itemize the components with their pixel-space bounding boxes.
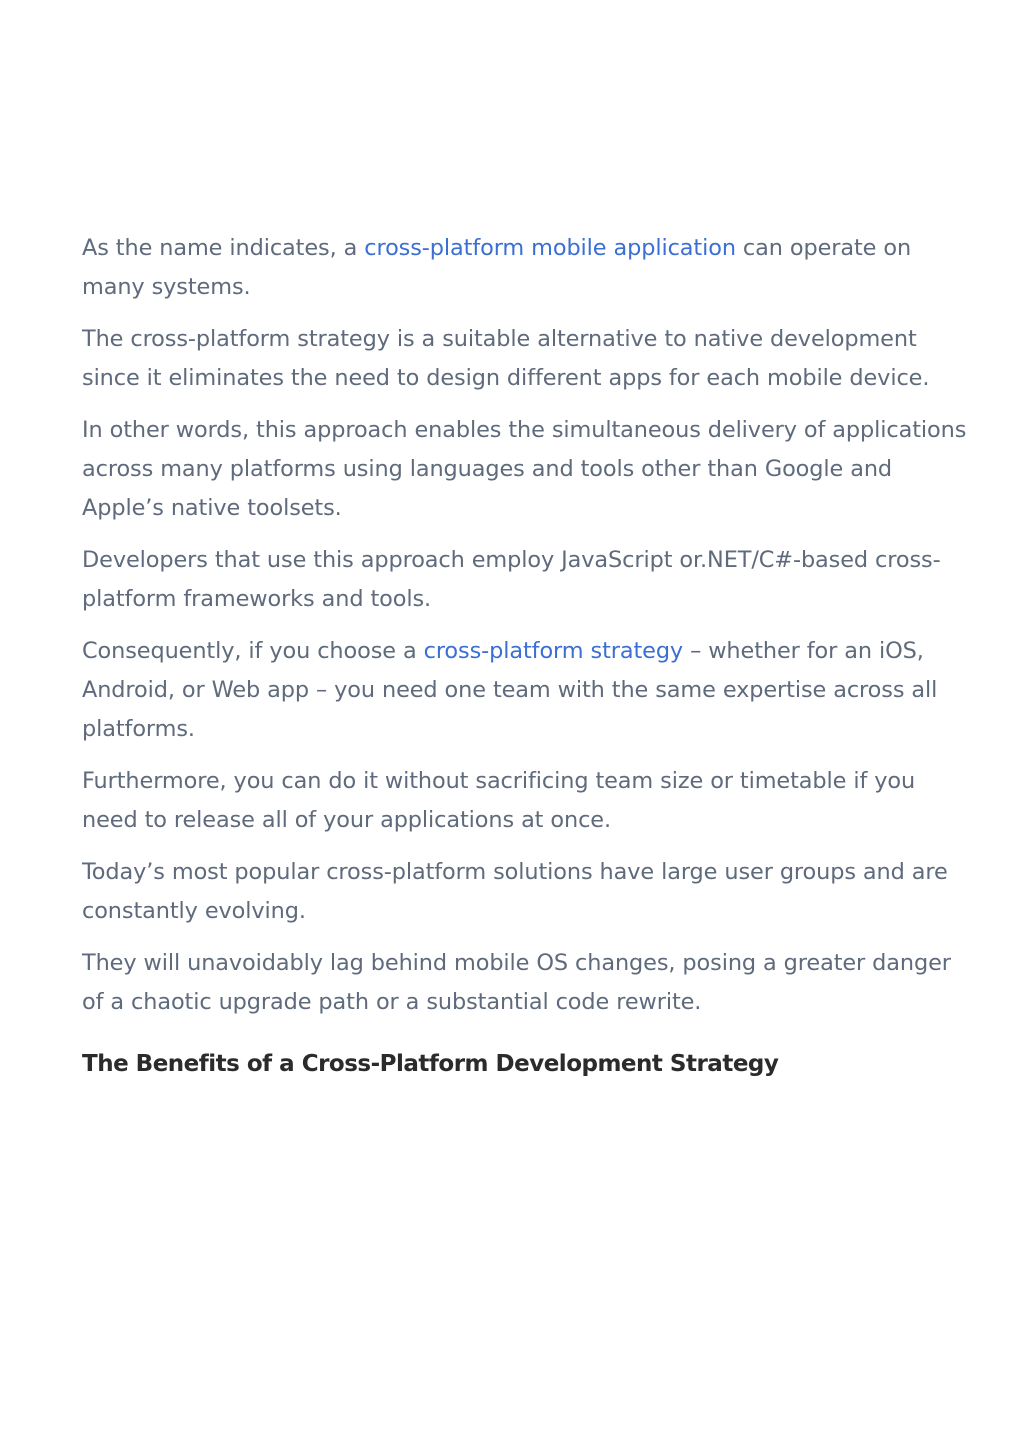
- cross-platform-mobile-application-link[interactable]: cross-platform mobile application: [364, 235, 736, 261]
- paragraph-intro-text-after: can operate on many systems.: [82, 235, 912, 300]
- paragraph-release: Furthermore, you can do it without sacrificing team size or timetable if you need to release all of your applications at once.: [82, 768, 916, 833]
- paragraph-intro-text-before: As the name indicates, a: [82, 235, 365, 261]
- article-body: [82, 229, 972, 1080]
- paragraph-one-team-text-after: – whether for an iOS, Android, or Web app – you need one team with the same expertise across all platforms.: [82, 638, 938, 742]
- paragraph-alternative: The cross-platform strategy is a suitable alternative to native development since it eliminates the need to design different apps for each mobile device.: [82, 326, 930, 391]
- paragraph-one-team: [82, 632, 972, 749]
- section-heading-benefits: The Benefits of a Cross-Platform Development Strategy: [82, 1051, 779, 1077]
- paragraph-one-team-text-before: Consequently, if you choose a: [82, 638, 424, 664]
- cross-platform-strategy-link[interactable]: cross-platform strategy: [423, 638, 684, 664]
- paragraph-frameworks: Developers that use this approach employ JavaScript or.NET/C#-based cross-platform frameworks and tools.: [82, 547, 941, 612]
- paragraph-intro: [82, 229, 972, 307]
- paragraph-simultaneous-delivery: In other words, this approach enables the simultaneous delivery of applications across many platforms using languages and tools other than Google and Apple’s native toolsets.: [82, 417, 967, 521]
- paragraph-popular-solutions: Today’s most popular cross-platform solutions have large user groups and are constantly evolving.: [82, 859, 948, 924]
- paragraph-lag-behind: They will unavoidably lag behind mobile OS changes, posing a greater danger of a chaotic upgrade path or a substantial code rewrite.: [82, 950, 951, 1015]
